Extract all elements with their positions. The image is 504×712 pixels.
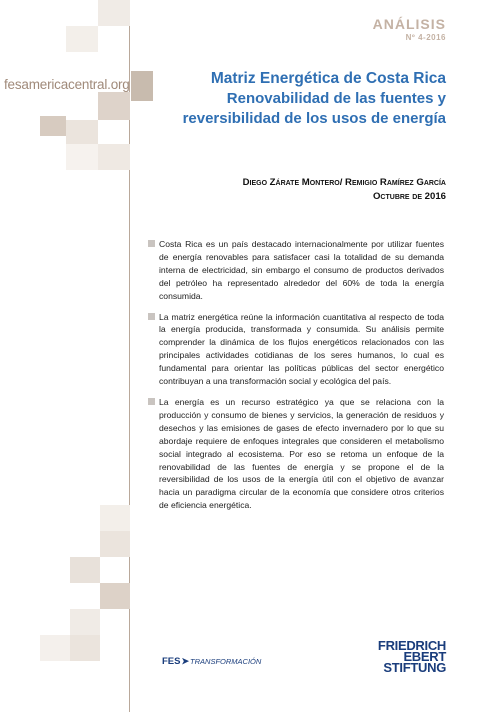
series-header xyxy=(373,16,446,42)
subtitle-line-1: Renovabilidad de las fuentes y xyxy=(226,90,446,107)
arrow-icon: ➤ xyxy=(181,656,190,666)
paragraph-text: Costa Rica es un país destacado internacionalmente por utilizar fuentes de energía renovables para satisfacer casi la totalidad de su demanda interna de electricidad, sin embargo el consumo de productos derivados del petróleo ha representado alrededor del 60% de toda la energía consumida. xyxy=(159,239,444,301)
decor-square xyxy=(100,583,130,609)
title-block xyxy=(116,69,446,129)
decor-square xyxy=(98,0,130,26)
series-title: ANÁLISIS xyxy=(372,16,446,32)
fes-foundation-logo xyxy=(378,640,446,673)
subtitle-line-2: reversibilidad de los usos de energía xyxy=(182,110,446,127)
decor-square xyxy=(66,144,98,170)
abstract-body xyxy=(148,238,444,520)
decor-square xyxy=(40,116,66,136)
paragraph xyxy=(148,396,444,512)
decor-square xyxy=(70,635,100,661)
paragraph xyxy=(148,311,444,388)
decor-square xyxy=(100,505,130,531)
decor-square xyxy=(98,144,130,170)
paragraph-text: La matriz energética reúne la información cuantitativa al respecto de toda la energía producida, transformada y consumida. Su análisis permite comprender la dinámica de los flujos energéticos relacionados con las principales actividades cotidianas de los seres humanos, lo cual es fundamental para orientar las políticas públicas del sector energético contribuyan a una transformación social y ecológica del país. xyxy=(159,311,444,387)
author-names: Diego Zárate Montero/ Remigio Ramírez García xyxy=(242,177,446,188)
decor-square xyxy=(66,26,98,52)
series-number: Nº 4-2016 xyxy=(405,33,446,42)
decor-square xyxy=(70,609,100,635)
fes-transformacion-logo xyxy=(162,656,261,667)
fes-label: FES xyxy=(162,656,181,667)
decor-square xyxy=(40,635,70,661)
transformacion-label: TRANSFORMACIÓN xyxy=(190,657,262,666)
paragraph xyxy=(148,238,444,303)
decor-square xyxy=(66,120,98,144)
publication-date: Octubre de 2016 xyxy=(372,191,446,202)
bullet-square-icon xyxy=(148,398,155,405)
logo-line-3: STIFTUNG xyxy=(383,660,446,675)
paragraph-text: La energía es un recurso estratégico ya que se relaciona con la producción y consumo de bienes y servicios, la generación de residuos y desechos y las emisiones de gases de efecto invernadero por lo que su abordaje requiere de enfoques integrales que consideren el metabolismo social integrado al ecosistema. Por eso se retoma un enfoque de la renovabilidad de las fuentes de energía y se propone el de la reversibilidad de los usos de la energía útil con el objetivo de avanzar hacia un paradigma circular de la economía que considere otros criterios de eficiencia energética. xyxy=(159,396,444,511)
logo-line-2: EBERT xyxy=(403,649,446,664)
bullet-square-icon xyxy=(148,240,155,247)
decor-square xyxy=(100,531,130,557)
website-link[interactable]: fesamericacentral.org xyxy=(4,77,130,92)
decor-square xyxy=(70,557,100,583)
authors-block xyxy=(243,176,446,204)
page-title: Matriz Energética de Costa Rica xyxy=(210,70,446,87)
logo-line-1: FRIEDRICH xyxy=(377,638,446,653)
bullet-square-icon xyxy=(148,313,155,320)
